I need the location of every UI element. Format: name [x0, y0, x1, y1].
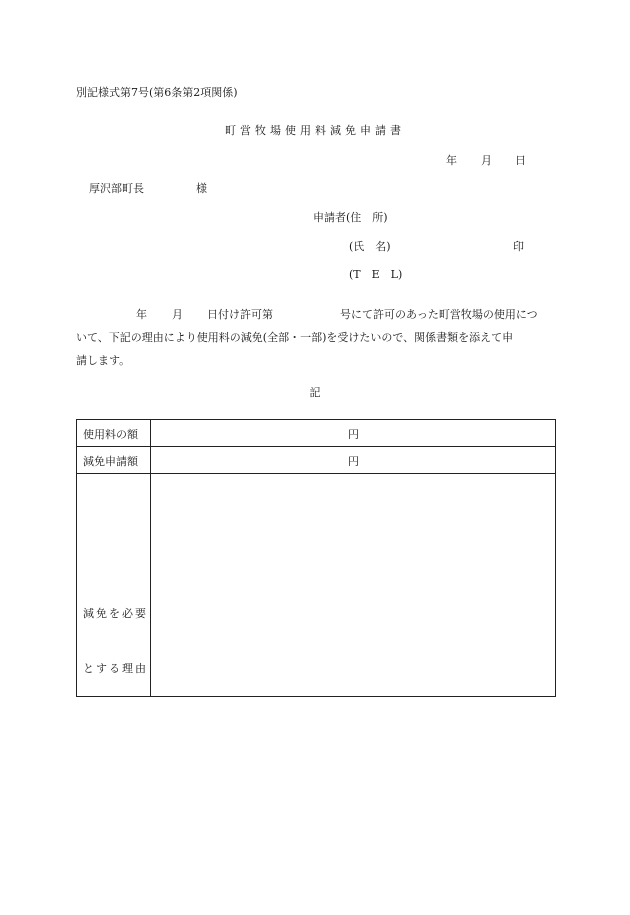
application-table	[76, 419, 556, 697]
date-day-label: 日	[515, 154, 526, 167]
date-year-label: 年	[446, 154, 457, 167]
body-date-permit: 日付け許可第	[207, 308, 273, 321]
applicant-tel-label: (T E L)	[349, 268, 403, 281]
fee-row	[77, 420, 555, 447]
reduction-row	[77, 447, 555, 474]
reason-label-line-2: とする理由	[83, 662, 148, 675]
body-line-2: いて、下記の理由により使用料の減免(全部・一部)を受けたいので、関係書類を添えて申	[76, 331, 514, 344]
applicant-address-label: 申請者(住 所)	[313, 211, 388, 224]
reduction-label: 減免申請額	[83, 455, 138, 468]
form-reference: 別記様式第7号(第6条第2項関係)	[76, 86, 238, 99]
addressee: 厚沢部町長	[89, 182, 144, 195]
body-month: 月	[172, 308, 183, 321]
applicant-name-label: (氏 名)	[349, 240, 391, 253]
reason-row	[77, 474, 555, 696]
reduction-amount-field[interactable]: 円	[348, 455, 359, 468]
body-year: 年	[136, 308, 147, 321]
date-month-label: 月	[481, 154, 492, 167]
seal-mark: 印	[513, 240, 524, 253]
ki-heading: 記	[309, 386, 321, 399]
body-permit-number-text: 号にて許可のあった町営牧場の使用につ	[340, 308, 538, 321]
body-line-3: 請します。	[76, 354, 131, 367]
fee-label: 使用料の額	[83, 428, 138, 441]
reason-text-field[interactable]	[152, 474, 555, 696]
reduction-label-cell	[77, 447, 151, 473]
fee-amount-field[interactable]: 円	[348, 428, 359, 441]
reason-label-cell	[77, 474, 151, 696]
honorific: 様	[196, 182, 207, 195]
reason-label-line-1: 減免を必要	[83, 607, 148, 620]
fee-label-cell	[77, 420, 151, 446]
document-title: 町営牧場使用料減免申請書	[225, 124, 405, 137]
